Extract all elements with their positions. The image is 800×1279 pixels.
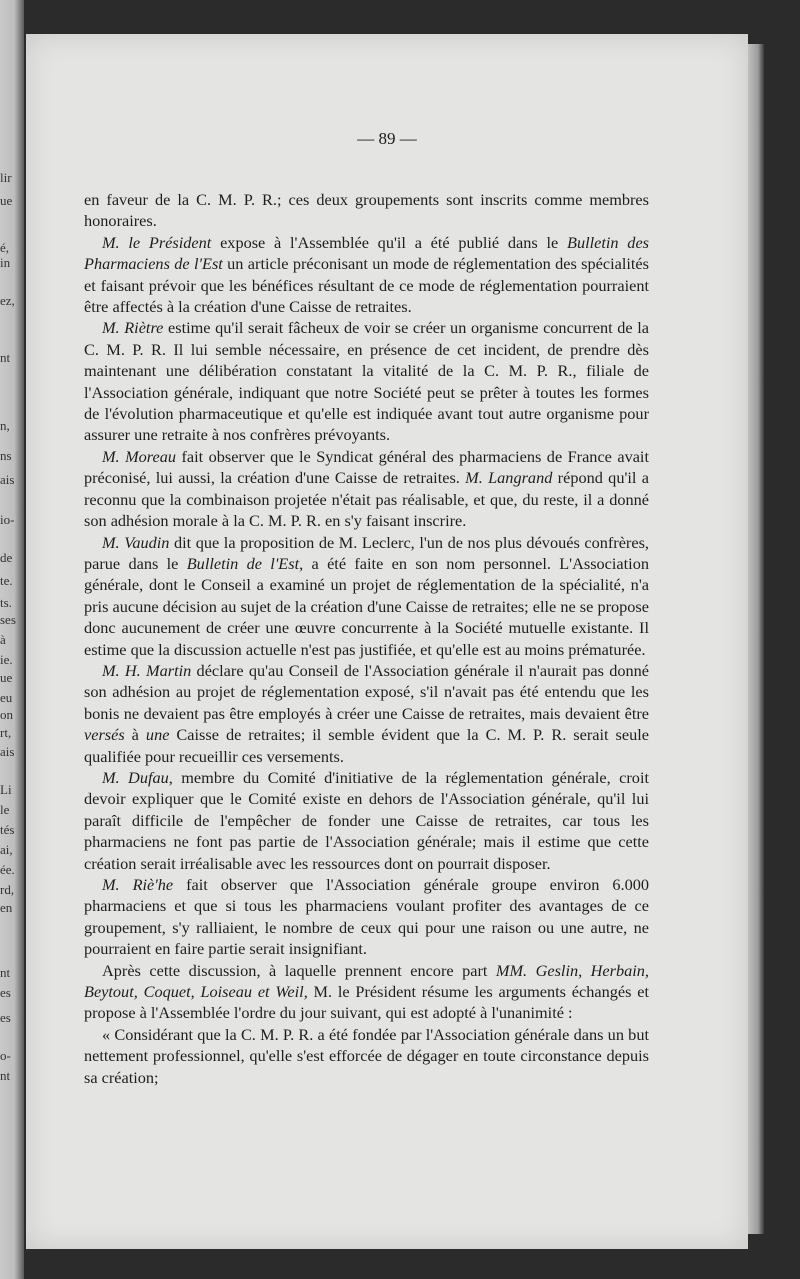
text-run: expose à l'Assemblée qu'il a été publié dans le — [211, 232, 567, 252]
book-page — [26, 34, 748, 1249]
facing-page-fragment: ue — [0, 670, 13, 685]
facing-page-fragment: ns — [0, 448, 12, 463]
text-run: « Considérant que la C. M. P. R. a été fondée par l'Association générale dans un but nettement professionnel, qu'elle s'est efforcée de dégager en toute circonstance depuis sa création; — [84, 1024, 649, 1087]
text-run: Caisse de retraites; il semble évident que la C. M. P. R. serait seule qualifiée pour recueillir ces versements. — [84, 725, 650, 766]
italic-name: MM. Geslin, Herbain, Beytout, Coquet, Loiseau et Weil — [84, 960, 650, 1002]
paragraph — [84, 189, 649, 232]
italic-name: M. Riètre — [102, 318, 164, 338]
facing-page-text-fragments — [0, 0, 24, 1279]
italic-name: M. Moreau — [102, 446, 177, 466]
italic-name: M. H. Martin — [102, 660, 192, 680]
facing-page-fragment: o- — [0, 1048, 11, 1063]
text-run: estime qu'il serait fâcheux de voir se créer un organisme concurrent de la C. M. P. R. Il lui semble nécessaire, en présence de cet incident, de prendre dès maintenant une délibération constatant la vitalité de la C. M. P. R., filiale de l'Association générale, indiquant que notre Société peut se prêter à toutes les formes de l'évolution pharmaceutique et qu'elle est indiquée avant tout autre organisme pour assurer une retraite à nos confrères prévoyants. — [84, 318, 649, 445]
facing-page-fragment: ue — [0, 193, 13, 208]
italic-name: M. Riè'he — [102, 875, 174, 894]
paragraph — [84, 1024, 649, 1088]
paragraph — [84, 767, 649, 874]
text-run: fait observer que l'Association générale groupe environ 6.000 pharmaciens et que si tous les pharmaciens voulant profiter des avantages de ce groupement, s'y ralliaient, le nombre de ceux qui pour une raison ou une autre, ne pourraient en faire partie serait insignifiant. — [84, 875, 649, 959]
facing-page-fragment: in — [0, 255, 11, 270]
facing-page-fragment: eu — [0, 690, 13, 705]
facing-page-fragment: de — [0, 550, 13, 565]
paragraph — [84, 232, 649, 318]
facing-page-fragment: nt — [0, 350, 11, 365]
facing-page-fragment: es — [0, 1010, 11, 1025]
facing-page-fragment: es — [0, 985, 11, 1000]
facing-page-fragment: é, — [0, 240, 10, 255]
text-run: déclare qu'au Conseil de l'Association générale il n'aurait pas donné son adhésion au projet de réglementation exposé, s'il n'avait pas été entendu que les bonis ne devaient pas être employés à créer une Caisse de retraites, mais devaient être — [84, 660, 649, 723]
facing-page-fragment: io- — [0, 512, 15, 527]
italic-name: M. Dufau — [102, 767, 169, 787]
italic-name: versés — [84, 725, 125, 745]
text-run: répond qu'il a reconnu que la combinaison projetée n'était pas réalisable, et que, du reste, il a donné son adhésion morale à la C. M. P. R. en s'y faisant inscrire. — [84, 468, 649, 531]
facing-page-fragment: n, — [0, 418, 10, 433]
italic-name: M. le Président — [102, 232, 212, 252]
facing-page-fragment: rd, — [0, 882, 15, 897]
facing-page-fragment: le — [0, 802, 10, 817]
body-text — [84, 189, 649, 1088]
paragraph — [84, 446, 649, 532]
facing-page-fragment: ts. — [0, 595, 12, 610]
text-run: , membre du Comité d'initiative de la réglementation générale, croit devoir expliquer que le Comité existe en dehors de l'Association générale, qu'il lui paraît difficile de l'empêcher de fonder une Caisse de retraites, car tous les pharmaciens ne font pas partie de l'Association générale; mais il estime que cette création serait irréalisable avec les ressources dont on pourrait disposer. — [84, 767, 649, 873]
facing-page-fragment: on — [0, 707, 13, 722]
facing-page-fragment: en — [0, 900, 13, 915]
text-run: , M. le Président résume les arguments échangés et propose à l'Assemblée l'ordre du jour suivant, qui est adopté à l'unanimité : — [84, 982, 649, 1023]
facing-page-fragment: à — [0, 632, 6, 647]
italic-name: M. Langrand — [465, 468, 553, 488]
facing-page-fragment: rt, — [0, 725, 12, 740]
paragraph — [84, 874, 649, 960]
paragraph — [84, 960, 649, 1024]
facing-page-fragment: ais — [0, 472, 15, 487]
facing-page-fragment: lir — [0, 170, 12, 185]
paragraph — [84, 317, 649, 445]
text-run: , a été faite en son nom personnel. L'Association générale, dont le Conseil a examiné un projet de réglementation de la spécialité, n'a pris aucune décision au sujet de la création d'une Caisse de retraites; elle ne se propose donc aucunement de créer une œuvre concurrente à la Société mutuelle existante. Il estime que la discussion actuelle n'est pas justifiée, et qu'elle est au moins prématurée. — [84, 553, 649, 659]
facing-page-fragment: ai, — [0, 842, 13, 857]
text-run: fait observer que le Syndicat général des pharmaciens de France avait préconisé, lui aussi, la création d'une Caisse de retraites. — [84, 446, 649, 488]
facing-page-fragment: ses — [0, 612, 16, 627]
italic-name: M. Vaudin — [102, 532, 170, 552]
facing-page-fragment: ie. — [0, 652, 13, 667]
facing-page-fragment: ais — [0, 744, 15, 759]
paragraph — [84, 532, 649, 660]
text-run: Après cette discussion, à laquelle prennent encore part — [102, 960, 496, 980]
facing-page-fragment: te. — [0, 573, 13, 588]
facing-page-fragment: ez, — [0, 293, 15, 308]
italic-name: Bulletin des Pharmaciens de l'Est — [84, 232, 650, 274]
facing-page-fragment: nt — [0, 965, 11, 980]
facing-page-fragment: Li — [0, 782, 12, 797]
facing-page-fragment: tés — [0, 822, 15, 837]
italic-name: une — [145, 725, 170, 745]
paragraph — [84, 660, 649, 767]
facing-page-fragment: nt — [0, 1068, 11, 1083]
text-run: en faveur de la C. M. P. R.; ces deux groupements sont inscrits comme membres honoraires. — [84, 190, 649, 231]
italic-name: Bulletin de l'Est — [186, 553, 300, 573]
text-run: à — [124, 725, 146, 745]
facing-page-fragment: ée. — [0, 862, 15, 877]
text-run: un article préconisant un mode de réglementation des spécialités et faisant prévoir que les bénéfices résultant de ce mode de réglementation pourraient être affectés à la création d'une Caisse de retraites. — [84, 254, 649, 317]
text-run: dit que la proposition de M. Leclerc, l'un de nos plus dévoués confrères, parue dans le — [84, 532, 649, 573]
page-number: — 89 — — [357, 129, 417, 148]
